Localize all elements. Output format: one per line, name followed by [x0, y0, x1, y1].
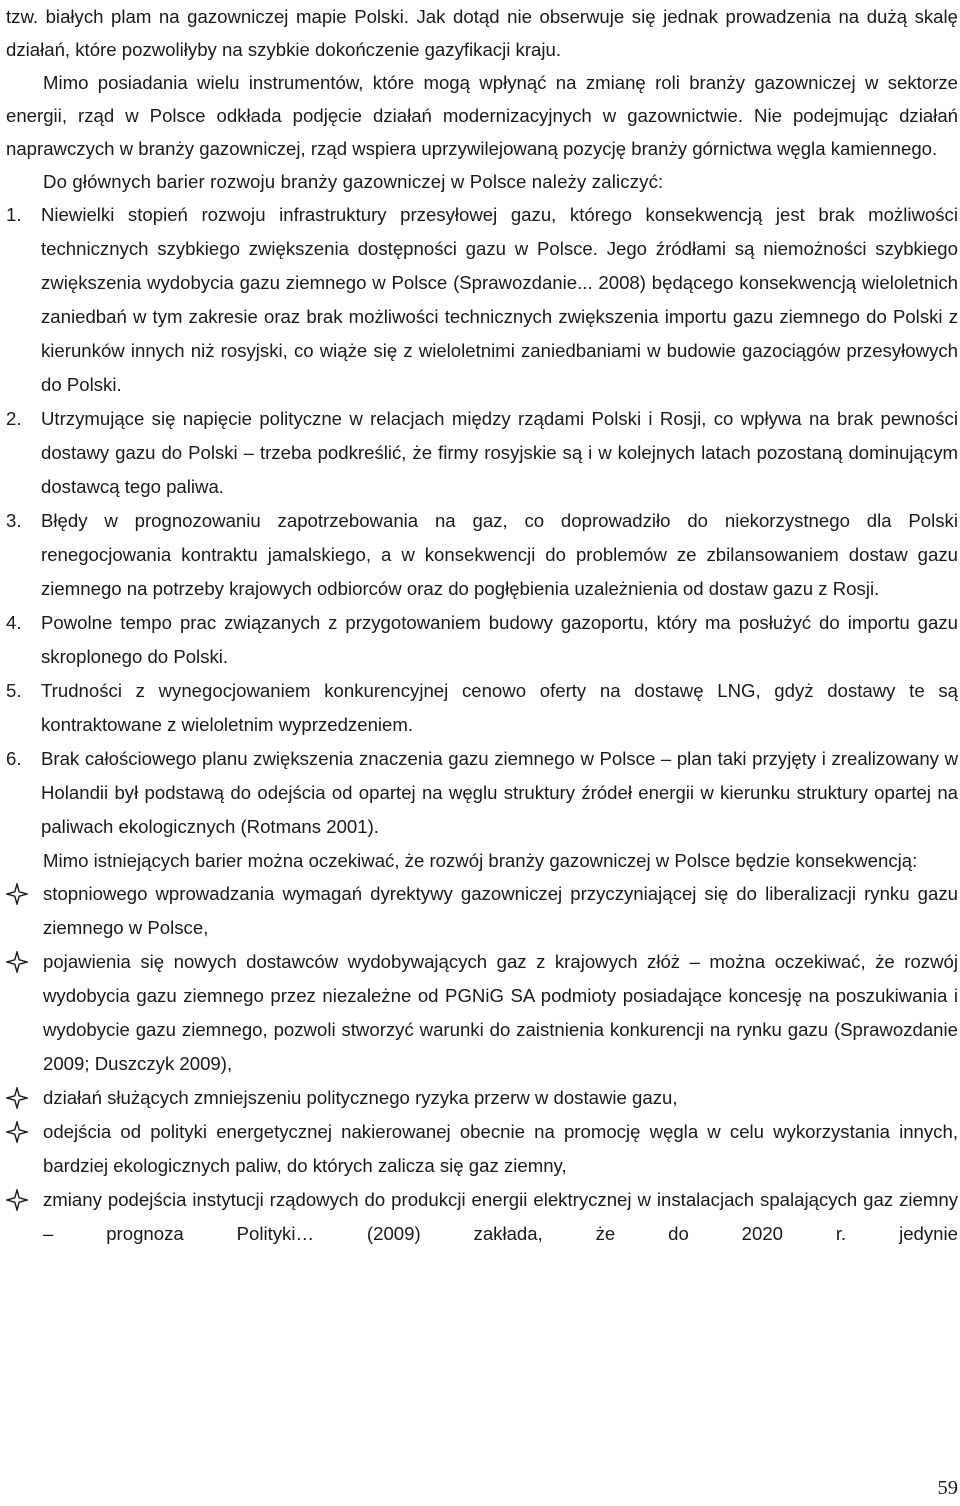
consequence-item: [6, 1115, 958, 1183]
barrier-number: 2.: [6, 408, 22, 429]
four-point-star-outline-icon: [6, 883, 28, 905]
consequence-item: [6, 1081, 958, 1115]
barrier-number: 1.: [6, 204, 22, 225]
four-point-star-outline-icon: [6, 1121, 28, 1143]
barrier-item: [6, 742, 958, 844]
consequences-list: [6, 877, 958, 1251]
document-page: [6, 0, 958, 1251]
barrier-text: Brak całościowego planu zwiększenia znaczenia gazu ziemnego w Polsce – plan taki przyjęty i zrealizowany w Holandii był podstawą do odejścia od opartej na węglu struktury źródeł energii w kierunku struktury opartej na paliwach ekologicznych (Rotmans 2001).: [41, 748, 958, 837]
barrier-text: Utrzymujące się napięcie polityczne w relacjach między rządami Polski i Rosji, co wpływa na brak pewności dostawy gazu do Polski – trzeba podkreślić, że firmy rosyjskie są i w kolejnych latach pozostaną dominującym dostawcą tego paliwa.: [41, 408, 958, 497]
consequence-text: pojawienia się nowych dostawców wydobywających gaz z krajowych złóż – można oczekiwać, że rozwój wydobycia gazu ziemnego przez niezależne od PGNiG SA podmioty posiadające koncesję na poszukiwania i wydobycie gazu ziemnego, pozwoli stworzyć warunki do zaistnienia konkurencji na rynku gazu (Sprawozdanie 2009; Duszczyk 2009),: [43, 951, 958, 1074]
consequence-text: działań służących zmniejszeniu politycznego ryzyka przerw w dostawie gazu,: [43, 1087, 678, 1108]
barrier-number: 3.: [6, 510, 22, 531]
consequence-item: [6, 1183, 958, 1251]
barrier-text: Powolne tempo prac związanych z przygotowaniem budowy gazoportu, który ma posłużyć do importu gazu skroplonego do Polski.: [41, 612, 958, 667]
barrier-text: Trudności z wynegocjowaniem konkurencyjnej cenowo oferty na dostawę LNG, gdyż dostawy te są kontraktowane z wieloletnim wyprzedzeniem.: [41, 680, 958, 735]
paragraph-conclusion: Mimo istniejących barier można oczekiwać, że rozwój branży gazowniczej w Polsce będzie konsekwencją:: [43, 850, 918, 871]
consequence-text: stopniowego wprowadzania wymagań dyrektywy gazowniczej przyczyniającej się do liberalizacji rynku gazu ziemnego w Polsce,: [43, 883, 958, 938]
barrier-number: 5.: [6, 680, 22, 701]
barrier-number: 6.: [6, 748, 22, 769]
barrier-number: 4.: [6, 612, 22, 633]
barrier-item: [6, 504, 958, 606]
consequence-item: [6, 877, 958, 945]
paragraph-barriers-lead: Do głównych barier rozwoju branży gazowniczej w Polsce należy zaliczyć:: [43, 171, 664, 192]
barrier-item: [6, 606, 958, 674]
barrier-text: Błędy w prognozowaniu zapotrzebowania na gaz, co doprowadziło do niekorzystnego dla Polski renegocjowania kontraktu jamalskiego, a w konsekwencji do problemów ze zbilansowaniem dostaw gazu ziemnego na potrzeby krajowych odbiorców oraz do pogłębienia uzależnienia od dostaw gazu z Rosji.: [41, 510, 958, 599]
four-point-star-outline-icon: [6, 951, 28, 973]
consequence-text: zmiany podejścia instytucji rządowych do produkcji energii elektrycznej w instalacjach spalających gaz ziemny – prognoza Polityki… (2009) zakłada, że do 2020 r. jedynie: [43, 1189, 958, 1244]
barriers-list: [6, 198, 958, 844]
consequence-text: odejścia od polityki energetycznej nakierowanej obecnie na promocję węgla w celu wykorzystania innych, bardziej ekologicznych paliw, do których zalicza się gaz ziemny,: [43, 1121, 958, 1176]
barrier-item: [6, 402, 958, 504]
barrier-text: Niewielki stopień rozwoju infrastruktury przesyłowej gazu, którego konsekwencją jest brak możliwości technicznych szybkiego zwiększenia dostępności gazu w Polsce. Jego źródłami są niemożności szybkiego zwiększenia wydobycia gazu ziemnego w Polsce (Sprawozdanie... 2008) będącego konsekwencją wieloletnich zaniedbań w tym zakresie oraz brak możliwości technicznych zwiększenia importu gazu ziemnego do Polski z kierunków innych niż rosyjski, co wiąże się z wieloletnimi zaniedbaniami w budowie gazociągów przesyłowych do Polski.: [41, 204, 958, 395]
page-number: 59: [937, 1477, 958, 1499]
consequence-item: [6, 945, 958, 1081]
barrier-item: [6, 198, 958, 402]
paragraph-modernization: Mimo posiadania wielu instrumentów, które mogą wpłynąć na zmianę roli branży gazowniczej w sektorze energii, rząd w Polsce odkłada podjęcie działań modernizacyjnych w gazownictwie. Nie podejmując działań naprawczych w branży gazowniczej, rząd wspiera uprzywilejowaną pozycję branży górnictwa węgla kamiennego.: [6, 72, 958, 159]
barrier-item: [6, 674, 958, 742]
four-point-star-outline-icon: [6, 1189, 28, 1211]
four-point-star-outline-icon: [6, 1087, 28, 1109]
paragraph-intro-continued: tzw. białych plam na gazowniczej mapie Polski. Jak dotąd nie obserwuje się jednak prowadzenia na dużą skalę działań, które pozwoliłyby na szybkie dokończenie gazyfikacji kraju.: [6, 6, 958, 60]
